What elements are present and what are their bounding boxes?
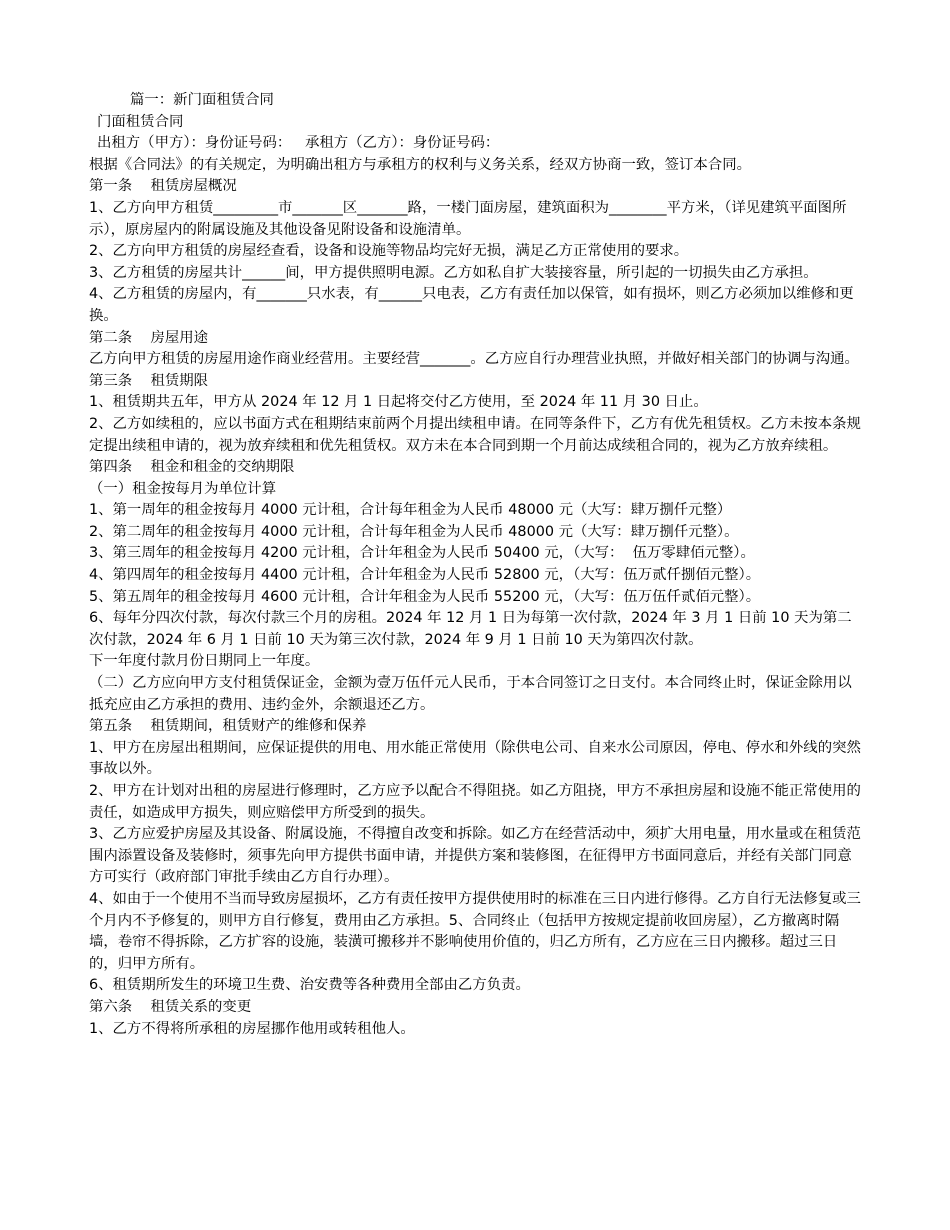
article-5-paragraph-3: 3、乙方应爱护房屋及其设备、附属设施，不得擅自改变和拆除。如乙方在经营活动中，须扩大用电量，用水量或在租赁范围内添置设备及装修时，须事先向甲方提供书面申请，并提供方案和装修图，在征得甲方书面同意后，并经有关部门同意方可实行（政府部门审批手续由乙方自行办理）。 <box>89 826 861 886</box>
article-4-paragraph-2: 1、第一周年的租金按每月 4000 元计租，合计每年租金为人民币 48000 元（大写：肆万捌仟元整） <box>89 502 732 519</box>
article-6-heading: 第六条 租赁关系的变更 <box>89 998 252 1015</box>
article-3-paragraph-1: 1、租赁期共五年，甲方从 2024 年 12 月 1 日起将交付乙方使用，至 2024 年 11 月 30 日止。 <box>89 394 708 411</box>
chapter-title: 篇一：新门面租赁合同 <box>130 92 274 108</box>
article-1-paragraph-3: 3、乙方租赁的房屋共计______间，甲方提供照明电源。乙方如私自扩大装接容量，所引起的一切损失由乙方承担。 <box>89 264 818 281</box>
article-2-paragraph-1: 乙方向甲方租赁的房屋用途作商业经营用。主要经营_______。乙方应自行办理营业执照，并做好相关部门的协调与沟通。第三条 租赁期限 <box>89 351 859 389</box>
contract-title: 门面租赁合同 <box>97 113 184 130</box>
article-2-heading: 第二条 房屋用途 <box>89 329 209 346</box>
article-4-paragraph-4: 3、第三周年的租金按每月 4200 元计租，合计年租金为人民币 50400 元，（大写： 伍万零肆佰元整）。 <box>89 545 755 562</box>
document-page <box>89 90 864 1040</box>
article-3-paragraph-2: 2、乙方如续租的，应以书面方式在租期结束前两个月提出续租申请。在同等条件下，乙方有优先租赁权。乙方未按本条规定提出续租申请的，视为放弃续租和优先租赁权。双方未在本合同到期一个月前达成续租合同的，视为乙方放弃续租。 <box>89 415 861 454</box>
article-1-heading: 第一条 租赁房屋概况 <box>89 178 237 195</box>
preamble: 根据《合同法》的有关规定，为明确出租方与承租方的权利与义务关系，经双方协商一致，签订本合同。 <box>89 156 751 173</box>
article-1-paragraph-2: 2、乙方向甲方租赁的房屋经查看，设备和设施等物品均完好无损，满足乙方正常使用的要求。 <box>89 243 689 260</box>
article-5-heading: 第五条 租赁期间，租赁财产的维修和保养 <box>89 718 367 735</box>
article-4-heading: 第四条 租金和租金的交纳期限 <box>89 459 295 476</box>
article-1-paragraph-1: 1、乙方向甲方租赁_________市_______区_______路，一楼门面房屋，建筑面积为________平方米，（详见建筑平面图所示），原房屋内的附属设施及其他设备见附设备和设施清单。 <box>89 199 847 238</box>
parties-line: 出租方（甲方）：身份证号码： 承租方（乙方）：身份证号码： <box>97 135 500 152</box>
article-4-paragraph-1: （一）租金按每月为单位计算 <box>89 480 277 497</box>
article-4-paragraph-7: 6、每年分四次付款，每次付款三个月的房租。2024 年 12 月 1 日为每第一次付款，2024 年 3 月 1 日前 10 天为第二次付款，2024 年 6 月 1 日前 10 天为第三次付款，2024 年 9 月 1 日前 10 天为第四次付款。 <box>89 610 852 648</box>
article-5-paragraph-4: 4、如由于一个使用不当而导致房屋损坏，乙方有责任按甲方提供使用时的标准在三日内进行修得。乙方自行无法修复或三个月内不予修复的，则甲方自行修复，费用由乙方承担。5、合同终止（包括甲方按规定提前收回房屋），乙方撤离时隔墙，卷帘不得拆除，乙方扩容的设施，装潢可搬移并不影响使用价值的，归乙方所有，乙方应在三日内搬移。超过三日的，归甲方所有。 <box>89 890 861 972</box>
article-1-paragraph-4: 4、乙方租赁的房屋内，有_______只水表，有______只电表，乙方有责任加以保管，如有损坏，则乙方必须加以维修和更换。 <box>89 286 854 324</box>
article-6-paragraph-1: 1、乙方不得将所承租的房屋挪作他用或转租他人。 <box>89 1020 415 1037</box>
article-4-paragraph-9: （二）乙方应向甲方支付租赁保证金，金额为壹万伍仟元人民币，于本合同签订之日支付。本合同终止时，保证金除用以抵充应由乙方承担的费用、违约金外，余额退还乙方。 <box>89 675 852 713</box>
article-5-paragraph-5: 6、租赁期所发生的环境卫生费、治安费等各种费用全部由乙方负责。 <box>89 977 530 994</box>
article-4-paragraph-5: 4、第四周年的租金按每月 4400 元计租，合计年租金为人民币 52800 元，（大写：伍万贰仟捌佰元整）。 <box>89 567 761 584</box>
article-5-paragraph-2: 2、甲方在计划对出租的房屋进行修理时，乙方应予以配合不得阻挠。如乙方阻挠，甲方不承担房屋和设施不能正常使用的责任，如造成甲方损失，则应赔偿甲方所受到的损失。 <box>89 783 861 821</box>
article-4-paragraph-8: 下一年度付款月份日期同上一年度。 <box>89 653 320 670</box>
article-4-paragraph-6: 5、第五周年的租金按每月 4600 元计租，合计年租金为人民币 55200 元，（大写：伍万伍仟贰佰元整）。 <box>89 588 761 605</box>
article-4-paragraph-3: 2、第二周年的租金按每月 4000 元计租，合计每年租金为人民币 48000 元（大写：肆万捌仟元整）。 <box>89 523 739 540</box>
article-5-paragraph-1: 1、甲方在房屋出租期间，应保证提供的用电、用水能正常使用（除供电公司、自来水公司原因，停电、停水和外线的突然事故以外。 <box>89 739 861 778</box>
